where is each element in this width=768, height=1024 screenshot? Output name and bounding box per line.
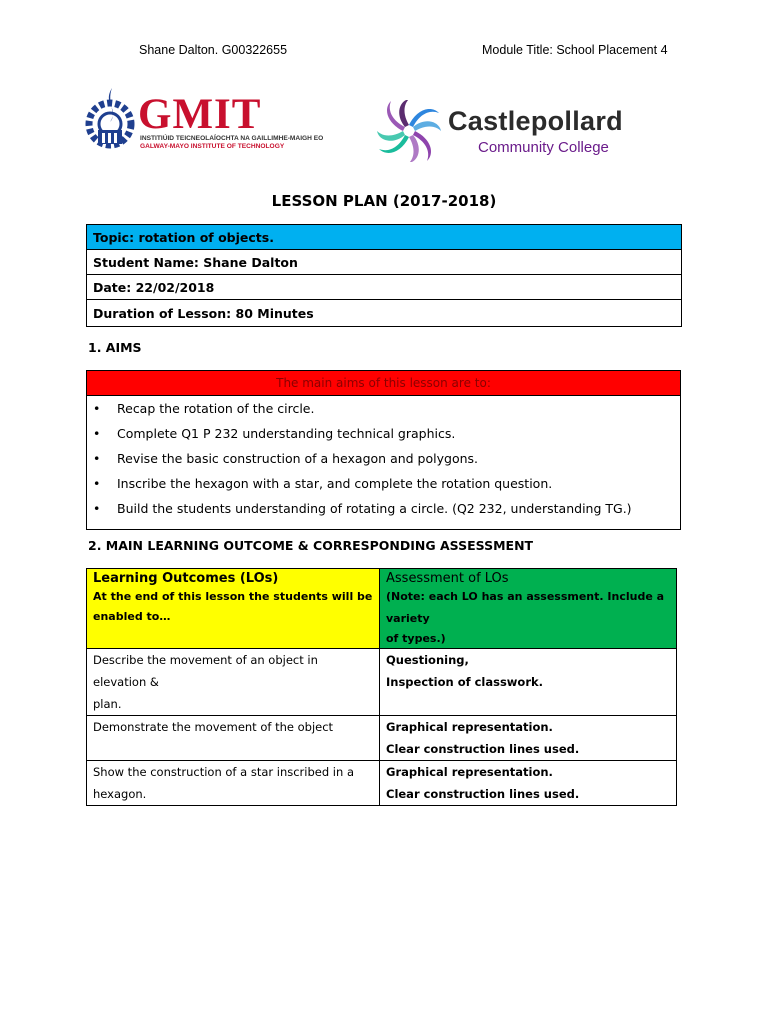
assessment-header-sub1: (Note: each LO has an assessment. Include a variety	[386, 590, 665, 625]
list-item	[87, 423, 680, 448]
lo-cell	[87, 649, 380, 716]
castlepollard-wordmark: Castlepollard	[448, 106, 623, 136]
module-header: Module Title: School Placement 4	[482, 43, 668, 57]
assessment-cell	[380, 649, 677, 716]
student-name-cell: Student Name: Shane Dalton	[87, 250, 682, 275]
aims-table-header: The main aims of this lesson are to:	[87, 371, 681, 396]
learning-outcomes-table	[86, 568, 677, 806]
list-item	[87, 498, 680, 523]
aim-text: Complete Q1 P 232 understanding technical graphics.	[117, 426, 456, 441]
list-item	[87, 398, 680, 423]
lesson-info-table	[86, 224, 682, 327]
lo-text: plan.	[93, 697, 122, 711]
gmit-wordmark: GMIT	[138, 91, 262, 138]
assessment-header-title: Assessment of LOs	[386, 571, 509, 586]
lo-header-cell	[87, 569, 380, 649]
assessment-text: Graphical representation.	[386, 765, 553, 779]
swirl-emblem-icon	[376, 100, 442, 162]
list-item	[87, 448, 680, 473]
date-cell: Date: 22/02/2018	[87, 275, 682, 300]
outcomes-heading: 2. MAIN LEARNING OUTCOME & CORRESPONDING ASSESSMENT	[88, 538, 534, 553]
assessment-header-cell	[380, 569, 677, 649]
assessment-text: Inspection of classwork.	[386, 675, 544, 689]
gmit-emblem-icon	[84, 86, 140, 152]
lo-cell	[87, 716, 380, 761]
assessment-text: Questioning,	[386, 653, 469, 667]
lo-text: Show the construction of a star inscribed in a	[93, 765, 354, 779]
aims-heading: 1. AIMS	[88, 340, 142, 355]
author-header: Shane Dalton. G00322655	[139, 43, 288, 57]
aim-text: Revise the basic construction of a hexagon and polygons.	[117, 451, 478, 466]
gmit-logo	[84, 86, 324, 154]
topic-cell: Topic: rotation of objects.	[87, 225, 682, 250]
assessment-text: Clear construction lines used.	[386, 787, 580, 801]
lo-cell	[87, 761, 380, 806]
aim-text: Recap the rotation of the circle.	[117, 401, 315, 416]
list-item	[87, 473, 680, 498]
bullet-icon: •	[93, 426, 101, 441]
lo-text: Describe the movement of an object in elevation &	[93, 653, 318, 689]
aims-list	[87, 396, 680, 529]
assessment-header-sub2: of types.)	[386, 632, 446, 645]
bullet-icon: •	[93, 501, 101, 516]
assessment-cell	[380, 716, 677, 761]
lo-header-sub1: At the end of this lesson the students will be	[93, 590, 373, 603]
gmit-english-name: GALWAY-MAYO INSTITUTE OF TECHNOLOGY	[140, 143, 285, 150]
bullet-icon: •	[93, 401, 101, 416]
lo-header-sub2: enabled to…	[93, 610, 171, 623]
gmit-irish-name: INSTITIÚID TEICNEOLAÍOCHTA NA GAILLIMHE-MAIGH EO	[140, 135, 324, 142]
aim-text: Inscribe the hexagon with a star, and complete the rotation question.	[117, 476, 553, 491]
aims-table	[86, 370, 681, 530]
bullet-icon: •	[93, 451, 101, 466]
lo-text: hexagon.	[93, 787, 147, 801]
assessment-text: Clear construction lines used.	[386, 742, 580, 756]
aims-list-cell	[87, 396, 681, 530]
aim-text: Build the students understanding of rotating a circle. (Q2 232, understanding TG.)	[117, 501, 632, 516]
lo-text: Demonstrate the movement of the object	[93, 720, 334, 734]
lo-header-title: Learning Outcomes (LOs)	[93, 571, 279, 586]
table-row	[87, 761, 677, 806]
duration-cell: Duration of Lesson: 80 Minutes	[87, 300, 682, 327]
castlepollard-subtitle: Community College	[478, 139, 609, 156]
assessment-cell	[380, 761, 677, 806]
castlepollard-logo	[376, 98, 636, 164]
table-row	[87, 649, 677, 716]
table-row	[87, 716, 677, 761]
page-title: LESSON PLAN (2017-2018)	[271, 192, 497, 210]
assessment-text: Graphical representation.	[386, 720, 553, 734]
bullet-icon: •	[93, 476, 101, 491]
